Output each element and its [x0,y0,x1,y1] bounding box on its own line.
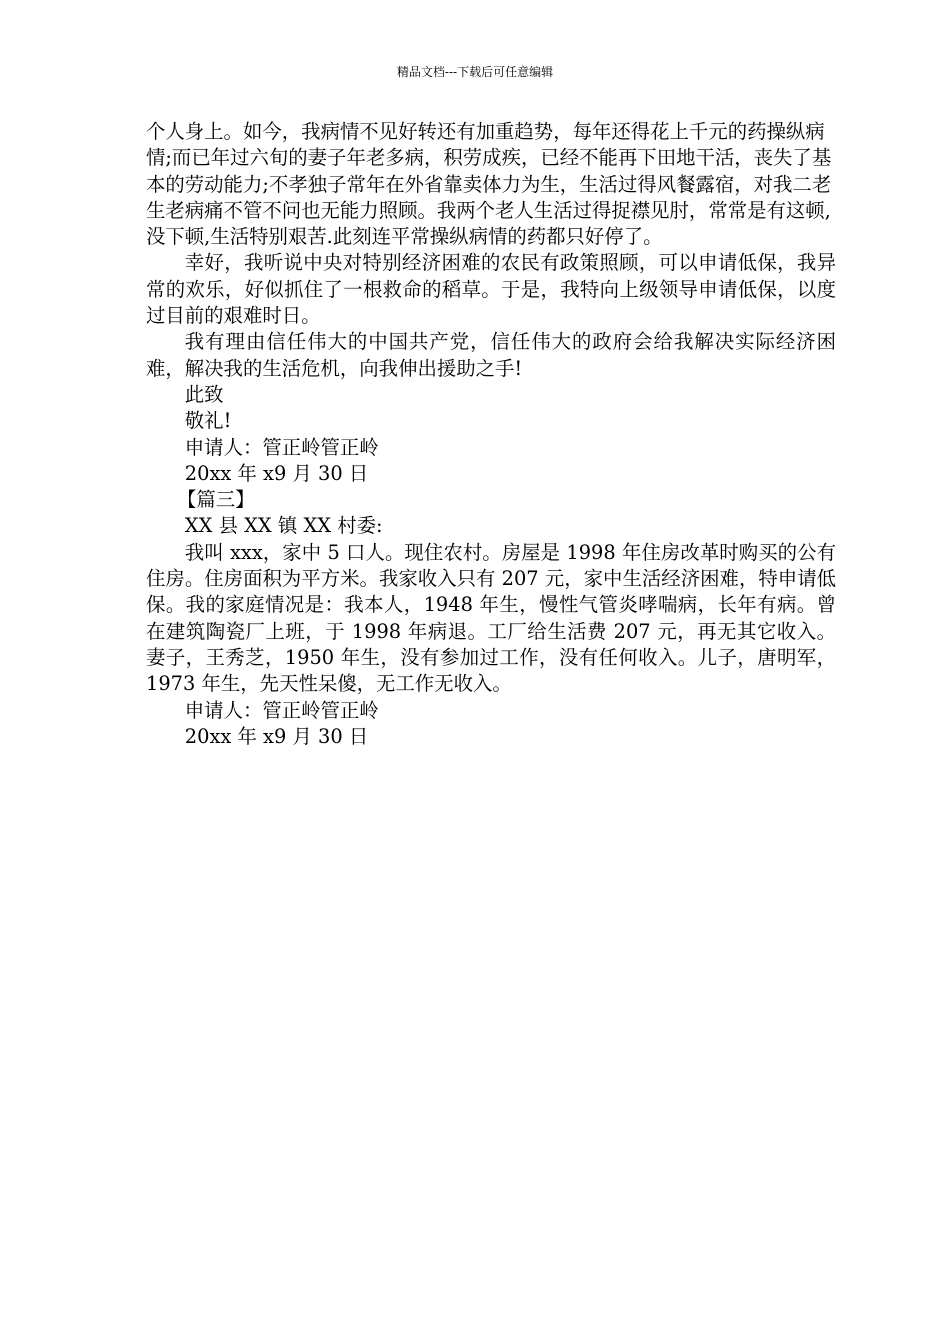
addressee: XX 县 XX 镇 XX 村委: [184,514,383,538]
paragraph-4: 我叫 xxx，家中 5 口人。现住农村。房屋是 1998 年住房改革时购买的公有住房。住房面积为平方米。我家收入只有 207 元，家中生活经济困难，特申请低保。我的家庭情况是：我本人，1948 年生，慢性气管炎哮喘病，长年有病。曾在建筑陶瓷厂上班，于 1998 年病退。工厂给生活费 207 元，再无其它收入。妻子，王秀芝，1950 年生，没有参加过工作，没有任何收入。儿子，唐明军，1973 年生，先天性呆傻，无工作无收入。 [146,540,836,696]
paragraph-1: 个人身上。如今，我病情不见好转还有加重趋势，每年还得花上千元的药操纵病情;而已年过六旬的妻子年老多病，积劳成疾，已经不能再下田地干活，丧失了基本的劳动能力;不孝独子常年在外省靠卖体力为生，生活过得风餐露宿，对我二老生老病痛不管不问也无能力照顾。我两个老人生活过得捉襟见肘，常常是有这顿,没下顿,生活特别艰苦.此刻连平常操纵病情的药都只好停了。 [146,120,832,249]
applicant-signature: 申请人：管正岭管正岭 [184,435,379,459]
closing-regards: 敬礼! [184,409,232,433]
application-date-2: 20xx 年 x9 月 30 日 [184,724,369,748]
document-body [146,119,836,750]
paragraph-2: 幸好，我听说中央对特别经济困难的农民有政策照顾，可以申请低保，我异常的欢乐，好似抓住了一根救命的稻草。于是，我特向上级领导申请低保，以度过目前的艰难时日。 [146,251,836,328]
closing-salutation: 此致 [184,382,224,406]
paragraph-3: 我有理由信任伟大的中国共产党，信任伟大的政府会给我解决实际经济困难，解决我的生活危机，向我伸出援助之手! [146,330,836,380]
application-date: 20xx 年 x9 月 30 日 [184,461,369,485]
applicant-signature-2: 申请人：管正岭管正岭 [184,698,379,722]
page-header: 精品文档---下载后可任意编辑 [396,65,554,79]
section-heading: 【篇三】 [177,488,255,512]
